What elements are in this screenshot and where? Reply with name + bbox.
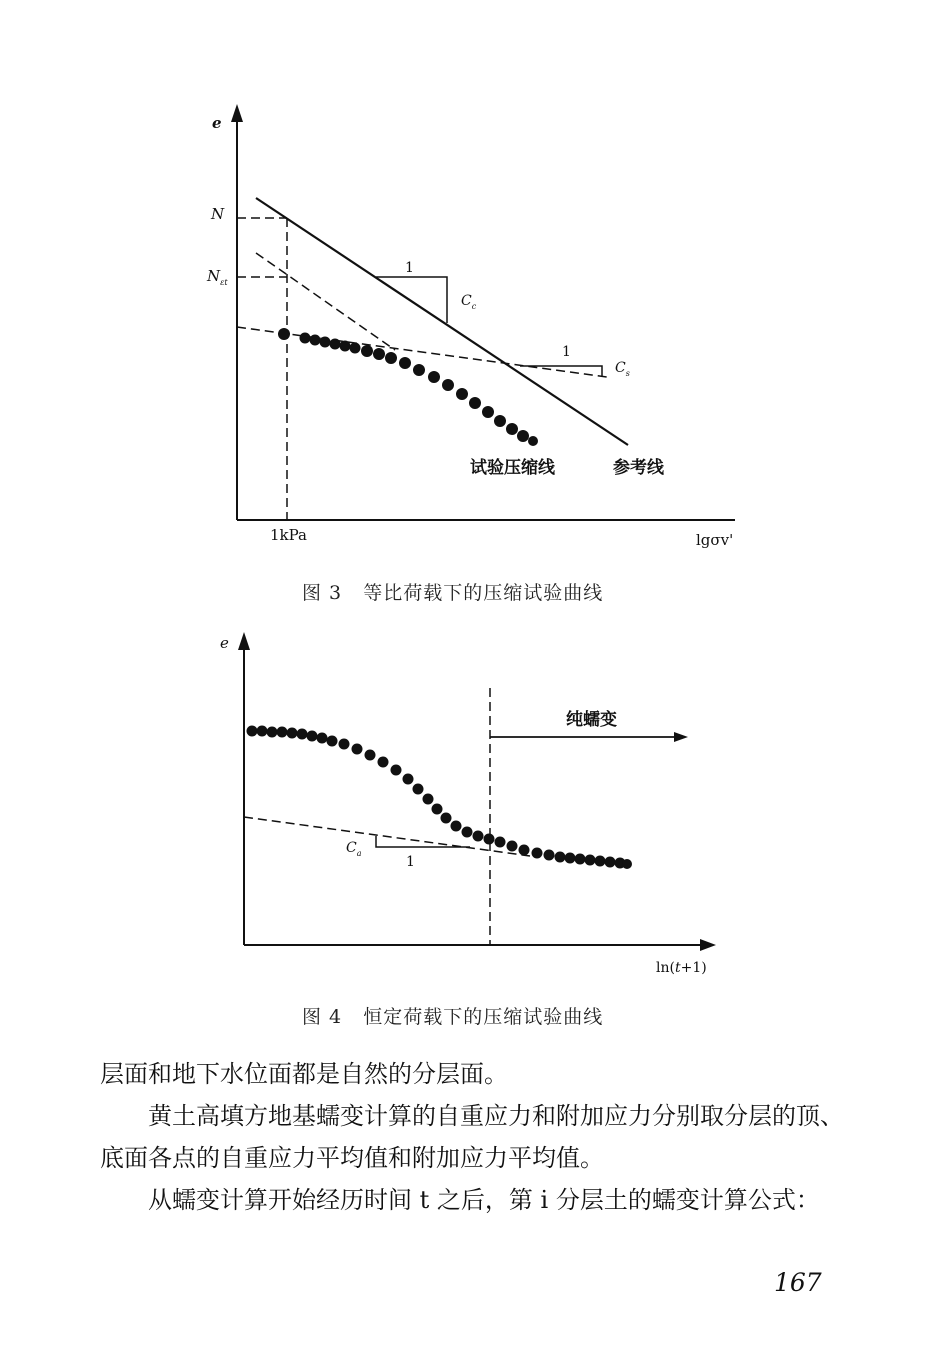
fig4-y-axis-label: e xyxy=(220,634,229,652)
fig3-Net-label: $N_{\varepsilon t}$ xyxy=(207,267,228,287)
data-point xyxy=(565,853,576,864)
figure-4-caption: 图 4 恒定荷载下的压缩试验曲线 xyxy=(302,1006,604,1028)
fig3-cc-label: $C_c$ xyxy=(461,293,477,311)
data-point xyxy=(519,845,530,856)
data-point xyxy=(495,837,506,848)
figure-3-caption: 图 3 等比荷载下的压缩试验曲线 xyxy=(302,582,604,604)
data-point xyxy=(287,728,298,739)
data-point xyxy=(339,739,350,750)
paragraph-3: 从蠕变计算开始经历时间 t 之后，第 i 分层土的蠕变计算公式： xyxy=(148,1186,820,1214)
page-number: 167 xyxy=(774,1268,822,1297)
paragraph-2: 黄土高填方地基蠕变计算的自重应力和附加应力分别取分层的顶、底面各点的自重应力平均值和附加应力平均值。 xyxy=(100,1102,844,1172)
fig3-x-tick-label: 1kPa xyxy=(270,526,307,544)
data-point xyxy=(451,821,462,832)
data-point xyxy=(267,727,278,738)
data-point xyxy=(532,848,543,859)
fig4-x-axis-label: ln(t+1) xyxy=(656,960,707,976)
data-point xyxy=(297,729,308,740)
data-point xyxy=(555,852,566,863)
fig3-N-label: N xyxy=(211,205,225,223)
fig4-pure-creep-label: 纯蠕变 xyxy=(566,710,617,730)
data-point xyxy=(317,733,328,744)
fig4-ca-run-label: 1 xyxy=(406,854,415,870)
paragraph-1: 层面和地下水位面都是自然的分层面。 xyxy=(100,1060,508,1088)
data-point xyxy=(432,804,443,815)
data-point xyxy=(605,857,616,868)
data-point xyxy=(423,794,434,805)
fig4-y-axis-arrow xyxy=(238,632,250,650)
fig3-cc-run-label: 1 xyxy=(405,260,414,276)
data-point xyxy=(391,765,402,776)
data-point xyxy=(413,784,424,795)
fig4-pure-creep-arrowhead xyxy=(674,732,688,742)
data-point xyxy=(507,841,518,852)
data-point xyxy=(595,856,606,867)
data-point xyxy=(352,744,363,755)
data-point xyxy=(585,855,596,866)
data-point xyxy=(327,736,338,747)
fig3-y-axis-label: e xyxy=(212,114,222,132)
fig3-ref-line-label: 参考线 xyxy=(613,458,664,478)
data-point xyxy=(277,727,288,738)
fig4-ca-label: $C_a$ xyxy=(346,840,362,858)
fig3-cs-label: $C_s$ xyxy=(615,360,630,378)
data-point xyxy=(257,726,268,737)
data-point xyxy=(247,726,258,737)
data-point xyxy=(378,757,389,768)
fig3-x-axis-label: lgσv' xyxy=(696,531,734,549)
data-point xyxy=(365,750,376,761)
data-point xyxy=(307,731,318,742)
fig3-cs-run-label: 1 xyxy=(562,344,571,360)
data-point xyxy=(473,831,484,842)
data-point xyxy=(622,859,632,869)
data-point xyxy=(575,854,586,865)
data-point xyxy=(403,774,414,785)
fig3-test-curve-label: 试验压缩线 xyxy=(470,458,555,478)
data-point xyxy=(484,834,495,845)
data-point xyxy=(441,813,452,824)
data-point xyxy=(462,827,473,838)
data-point xyxy=(544,850,555,861)
fig4-x-axis-arrow xyxy=(700,939,716,951)
